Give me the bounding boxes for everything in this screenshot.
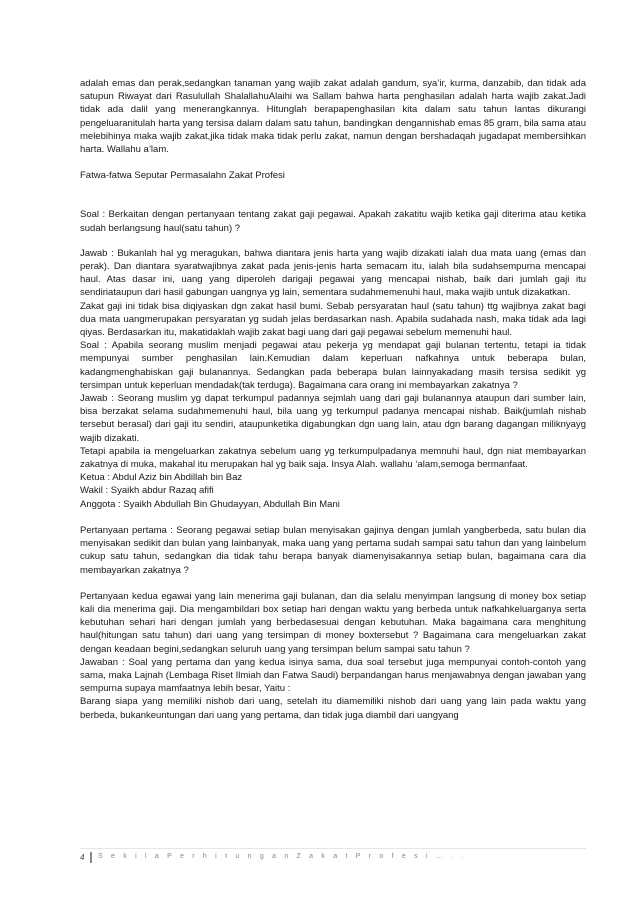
question-1: Soal : Berkaitan dengan pertanyaan tentang zakat gaji pegawai. Apakah zakatitu wajib ketika gaji diterima atau ketika sudah berlangsung haul(satu tahun) ? <box>80 209 586 234</box>
answer-combined: Jawaban : Soal yang pertama dan yang kedua isinya sama, dua soal tersebut juga mempunyai contoh-contoh yang sama, maka Lajnah (Lembaga Riset Ilmiah dan Fatwa Saudi) berpandangan harus menjawabnya dengan jawaban yang sempurna supaya mamfaatnya lebih besar, Yaitu : <box>80 656 586 695</box>
answer-2-continued: Tetapi apabila ia mengeluarkan zakatnya sebelum uang yg terkumpulpadanya memnuhi haul, dgn niat membayarkan zakatnya di muka, makahal itu merupakan hal yg baik saja. Insya Alah. wallahu ‘alam,semoga bermanfaat. <box>80 445 586 471</box>
page-footer <box>80 848 586 865</box>
answer-2: Jawab : Seorang muslim yg dapat terkumpul padannya sejmlah uang dari gaji bulanannya ataupun dari sumber lain, bisa berzakat selama sudahmemenuhi haul, bila uang yg terkumpul padanya mencapai nishab. Baik(jumlah nishab tersebut berasal) dari gaji itu sendiri, ataupunketika digabungkan dgn uang lain, atau dgn barang dagangan miliknyayg wajib dizakati. <box>80 393 586 444</box>
answer-1-continued: Zakat gaji ini tidak bisa diqiyaskan dgn zakat hasil bumi. Sebab persyaratan haul (satu tahun) ttg wajibnya zakat bagi dua mata uangmerupakan persyaratan yg sudah jelas berdasarkan nash. Apabila sudahada nash, maka tidak ada lagi qiyas. Berdasarkan itu, makatidaklah wajib zakat bagi uang dari gaji pegawai sebelum memenuhi haul. <box>80 300 586 339</box>
running-title: S e k i l a P e r h i t u n g a n Z a k a t P r o f e s i … . . <box>98 853 467 860</box>
question-2: Soal : Apabila seorang muslim menjadi pegawai atau pekerja yg mendapat gaji bulanan tertentu, tetapi ia tidak mempunyai sumber penghasilan lain.Kemudian dalam keperluan nafkahnya untuk beberapa bulan, kadangmenghabiskan gaji bulanannya. Sedangkan pada beberapa bulan lainnyakadang masih tersisa sedikit yg tersimpan untuk keperluan mendadak(tak terduga). Bagaimana cara orang ini membayarkan zakatnya ? <box>80 340 586 391</box>
section-heading: Fatwa-fatwa Seputar Permasalahn Zakat Profesi <box>80 170 285 182</box>
page-body <box>80 77 586 722</box>
signatory-members: Anggota : Syaikh Abdullah Bin Ghudayyan, Abdullah Bin Mani <box>80 498 340 510</box>
answer-continued: Barang siapa yang memiliki nishob dari uang, setelah itu diamemiliki nishob dari uang yang lain pada waktu yang berbeda, bukankeuntungan dari uang yang pertama, dan tidak juga diambil dari uangyang <box>80 696 586 721</box>
page-number: 4 <box>80 853 85 862</box>
answer-1: Jawab : Bukanlah hal yg meragukan, bahwa diantara jenis harta yang wajib dizakati ialah dua mata uang (emas dan perak). Dan diantara syaratwajibnya zakat pada jenis-jenis harta semacam itu, ialah bila sudahsempurna mencapai haul. Atas dasar ini, uang yang diperoleh darigaji pegawai yang mencapai nishab, baik dari jumlah gaji itu sendiriataupun dari hasil gabungan uangnya yg lain, sementara sudahmemenuhi haul, maka wajib untuk dizakatkan. <box>80 247 586 299</box>
signatory-deputy: Wakil : Syaikh abdur Razaq afifi <box>80 485 214 497</box>
first-question: Pertanyaan pertama : Seorang pegawai setiap bulan menyisakan gajinya dengan jumlah yangberbeda, satu bulan dia menyisakan sedikit dan bulan yang lainbanyak, maka uang yang pertama sudah sampai satu tahun dan yang lainbelum cukup satu tahun, sedangkan dia tidak tahu berapa banyak diamenyisakannya setiap bulan, bagaimana cara dia membayarkan zakatnya ? <box>80 524 586 576</box>
signatory-chairman: Ketua : Abdul Aziz bin Abdillah bin Baz <box>80 472 243 484</box>
second-question: Pertanyaan kedua egawai yang lain menerima gaji bulanan, dan dia selalu menyimpan langsung di money box setiap kali dia menerima gaji. Dia mengambildari box setiap hari dengan waktu yang berbeda untuk nafkahkeluarganya serta kebutuhan sehari hari dengan jumlah yang berbedasesuai dengan kebutuhan. Maka bagaimana cara menghitung haul(hitungan satu tahun) dari uang yang tersimpan di money boxtersebut ? Bagaimana cara mengeluarkan zakat dengan keadaan begini,sedangkan seluruh uang yang tersimpan belum sampai satu tahun ? <box>80 590 586 655</box>
footer-divider <box>90 852 92 863</box>
paragraph-intro: adalah emas dan perak,sedangkan tanaman yang wajib zakat adalah gandum, sya’ir, kurma, danzabib, dan tidak ada satupun Riwayat dari Rasulullah ShalallahuAlaihi wa Sallam bahwa harta penghasilan adalah harta wajib zakat.Jadi tidak ada dalil yang menerangkannya. Hitunglah berapapenghasilan kita dalam satu tahun lantas dikurangi pengeluaranitulah harta yang tersisa dalam dalam satu tahun, bandingkan dengannishab emas 85 gram, bila sama atau melebihinya maka wajib zakat,jika tidak maka tidak perlu zakat, namun dengan bershadaqah jugadapat membersihkan harta. Wallahu a’lam. <box>80 78 586 156</box>
